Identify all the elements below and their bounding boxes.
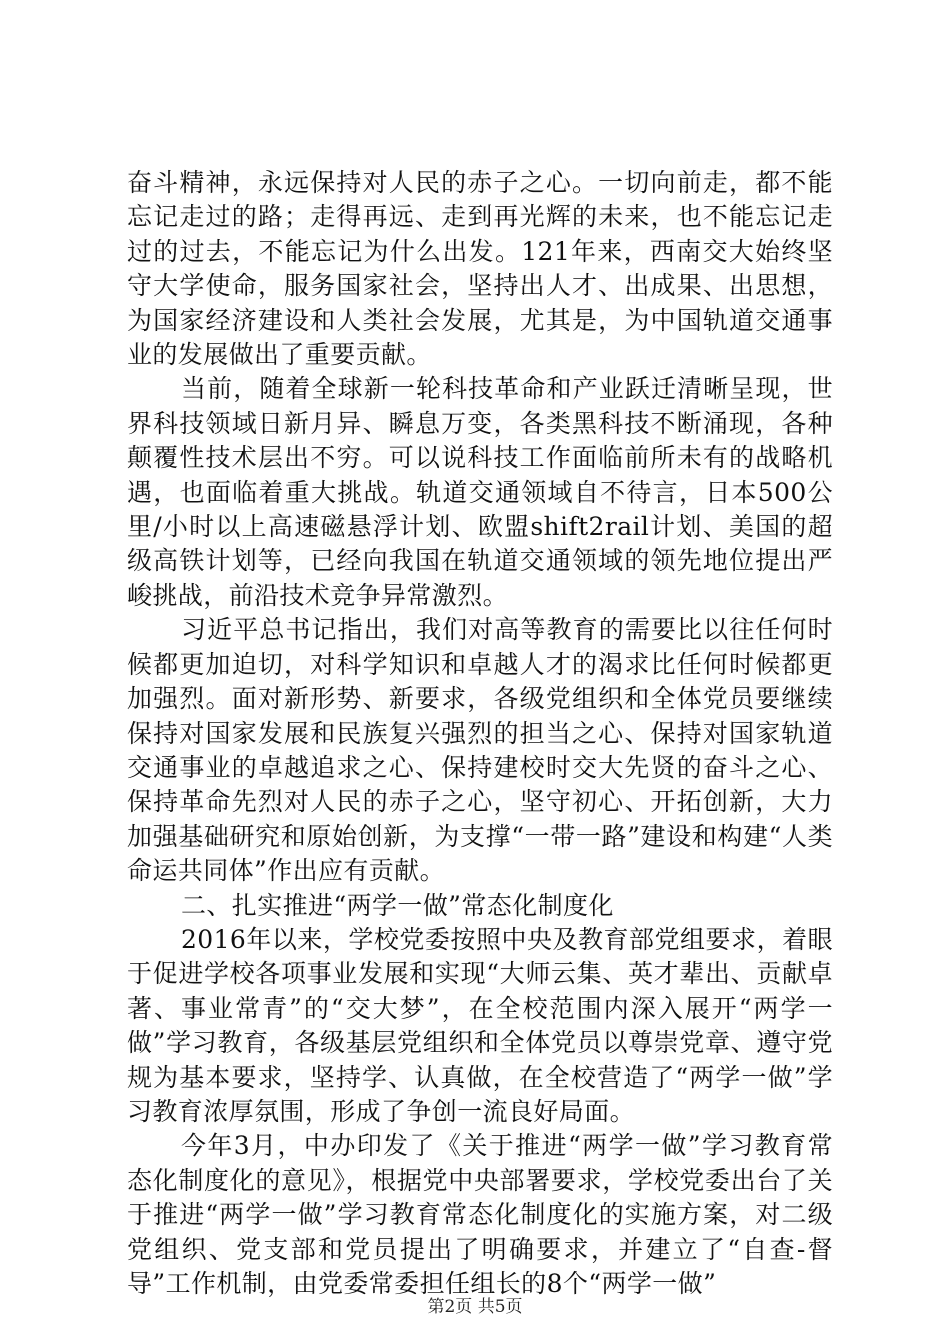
- page-number-footer: 第2页 共5页: [427, 1297, 523, 1317]
- section-heading: 二、扎实推进“两学一做”常态化制度化: [181, 890, 614, 920]
- paragraph-march-opinion: 今年3月，中办印发了《关于推进“两学一做”学习教育常态化制度化的意见》，根据党中央部署要求，学校党委出台了关于推进“两学一做”学习教育常态化制度化的实施方案，对二级党组织、党支部和党员提出了明确要求，并建立了“自查-督导”工作机制，由党委常委担任组长的8个“两学一做”: [127, 1131, 833, 1298]
- paragraph-since-2016: 2016年以来，学校党委按照中央及教育部党组要求，着眼于促进学校各项事业发展和实现“大师云集、英才辈出、贡献卓著、事业常青”的“交大梦”，在全校范围内深入展开“两学一做”学习教育，各级基层党组织和全体党员以尊崇党章、遵守党规为基本要求，坚持学、认真做，在全校营造了“两学一做”学习教育浓厚氛围，形成了争创一流良好局面。: [127, 924, 833, 1126]
- paragraph-tech-revolution: 当前，随着全球新一轮科技革命和产业跃迁清晰呈现，世界科技领域日新月异、瞬息万变，各类黑科技不断涌现，各种颠覆性技术层出不穷。可以说科技工作面临前所未有的战略机遇，也面临着重大挑战。轨道交通领域自不待言，日本500公里/小时以上高速磁悬浮计划、欧盟shift2rail计划、美国的超级高铁计划等，已经向我国在轨道交通领域的领先地位提出严峻挑战，前沿技术竞争异常激烈。: [127, 374, 833, 610]
- paragraph-xi-instruction: 习近平总书记指出，我们对高等教育的需要比以往任何时候都更加迫切，对科学知识和卓越人才的渴求比任何时候都更加强烈。面对新形势、新要求，各级党组织和全体党员要继续保持对国家发展和民族复兴强烈的担当之心、保持对国家轨道交通事业的卓越追求之心、保持建校时交大先贤的奋斗之心、保持革命先烈对人民的赤子之心，坚守初心、开拓创新，大力加强基础研究和原始创新，为支撑“一带一路”建设和构建“人类命运共同体”作出应有贡献。: [127, 615, 833, 886]
- document-body: [127, 166, 833, 1301]
- paragraph-continuation: 奋斗精神，永远保持对人民的赤子之心。一切向前走，都不能忘记走过的路；走得再远、走到再光辉的未来，也不能忘记走过的过去，不能忘记为什么出发。121年来，西南交大始终坚守大学使命，服务国家社会，坚持出人才、出成果、出思想，为国家经济建设和人类社会发展，尤其是，为中国轨道交通事业的发展做出了重要贡献。: [127, 168, 833, 370]
